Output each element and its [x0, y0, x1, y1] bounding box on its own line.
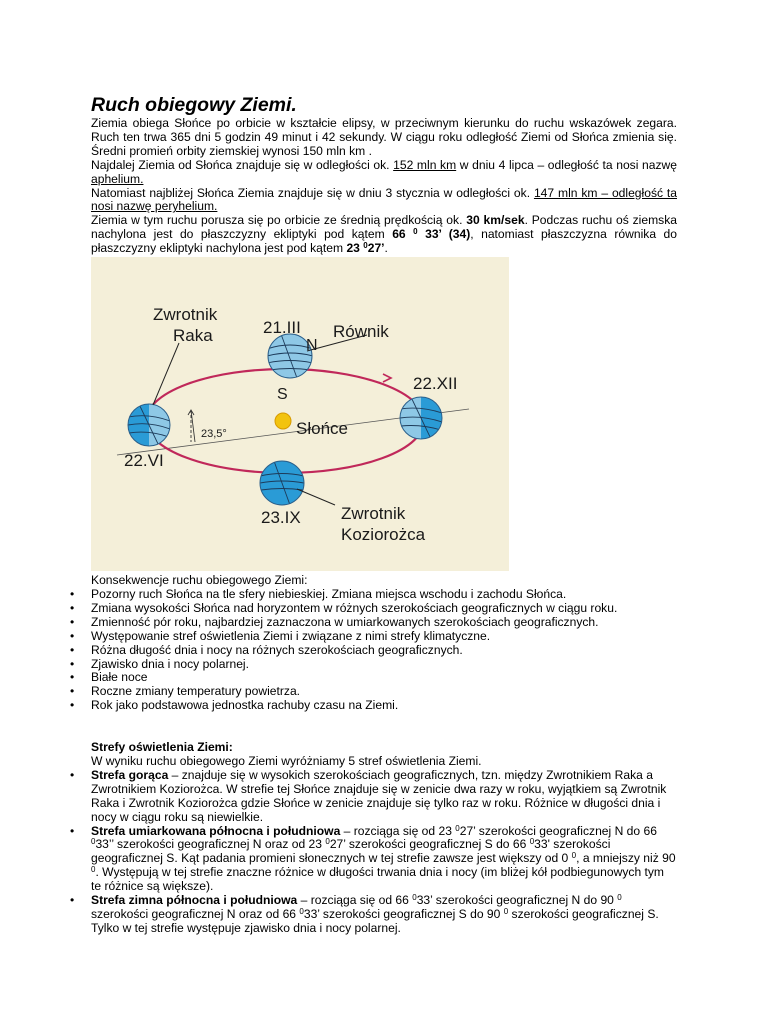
pointer-koziorozca: [297, 489, 335, 505]
sun-icon: [275, 413, 291, 429]
zone-cold: • Strefa zimna północna i południowa – rozciąga się od 66 $^0$33’ szerokości geograficznej N do 90 $^0$ szerokości geograficznej N oraz od 66 $^0$33’ szerokości geograficznej S do 90 $^0$ szerokości geograficznej S. Tylko w tej strefie występuje zjawisko dnia i nocy polarnej.: [91, 894, 677, 936]
zones-list: [91, 769, 677, 936]
list-item: • Roczne zmiany temperatury powietrza.: [91, 685, 677, 699]
label-zwrotnik-raka-2: Raka: [173, 326, 213, 346]
label-rownik: Równik: [333, 322, 389, 342]
angle-marker: [188, 410, 195, 442]
orbit-arrow-icon: [383, 374, 391, 382]
aphelium-distance: 152 mln km: [393, 157, 457, 172]
consequences-list: [91, 588, 677, 713]
equator-angle: 23 $^0$27’: [346, 241, 385, 256]
label-south: S: [277, 386, 288, 404]
perihelium-distance: 147 mln km – odległość ta nosi nazwę peryhelium.: [91, 185, 677, 214]
zone-temperate-name: Strefa umiarkowana północna i południowa: [91, 823, 341, 838]
label-north: N: [306, 337, 318, 355]
intro-paragraph-4: Ziemia w tym ruchu porusza się po orbicie ze średnią prędkością ok. 30 km/sek. Podczas ruchu oś ziemska nachylona jest do płaszczyzny ekliptyki pod kątem 66 $^0$ 33’ (34), natomiast płaszczyzna równika do płaszczyzny ekliptyki nachylona jest pod kątem 23 $^0$27’.: [91, 213, 677, 256]
zone-cold-name: Strefa zimna północna i południowa: [91, 893, 298, 908]
list-item: • Białe noce: [91, 671, 677, 685]
label-sun: Słońce: [296, 419, 348, 439]
list-item: • Zmiana wysokości Słońca nad horyzontem w różnych szerokościach geograficznych w ciągu roku.: [91, 602, 677, 616]
intro-paragraph-2: Najdalej Ziemia od Słońca znajduje się w odległości ok. 152 mln km w dniu 4 lipca – odległość ta nosi nazwę aphelium.: [91, 157, 677, 186]
pointer-raka: [153, 343, 179, 405]
list-item: • Zjawisko dnia i nocy polarnej.: [91, 658, 677, 672]
label-angle: 23,5°: [201, 428, 227, 441]
orbital-speed: 30 km/sek: [466, 213, 525, 228]
label-spring: 21.III: [263, 318, 301, 338]
orbit-diagram: [91, 257, 509, 571]
consequences-heading: Konsekwencje ruchu obiegowego Ziemi:: [91, 573, 308, 588]
list-item: • Pozorny ruch Słońca na tle sfery niebieskiej. Zmiana miejsca wschodu i zachodu Słońca.: [91, 588, 677, 602]
label-zwrotnik-koz-1: Zwrotnik: [341, 504, 406, 524]
earth-autumn-icon: [260, 461, 304, 505]
label-summer: 22.VI: [124, 451, 164, 471]
list-item: • Występowanie stref oświetlenia Ziemi i związane z nimi strefy klimatyczne.: [91, 630, 677, 644]
label-zwrotnik-raka-1: Zwrotnik: [153, 305, 218, 325]
list-item: • Różna długość dnia i nocy na różnych szerokościach geograficznych.: [91, 644, 677, 658]
label-zwrotnik-koz-2: Koziorożca: [341, 525, 426, 545]
zone-hot: • Strefa gorąca – znajduje się w wysokich szerokościach geograficznych, tzn. między Zwrotnikiem Raka a Zwrotnikiem Koziorożca. W strefie tej Słońce znajduje się w zenicie dwa razy w roku, wyjątkiem są Zwrotnik Raka i Zwrotnik Koziorożca gdzie Słońce w zenicie znajduje się tylko raz w roku. Różnice w długości dnia i nocy w ciągu roku są niewielkie.: [91, 769, 677, 825]
document-page: [91, 94, 677, 936]
list-item: • Zmienność pór roku, najbardziej zaznaczona w umiarkowanych szerokościach geograficznych.: [91, 616, 677, 630]
list-item: • Rok jako podstawowa jednostka rachuby czasu na Ziemi.: [91, 699, 677, 713]
page-title: Ruch obiegowy Ziemi.: [91, 94, 297, 116]
zones-heading: Strefy oświetlenia Ziemi:: [91, 740, 233, 755]
label-winter: 22.XII: [413, 374, 458, 394]
zone-hot-name: Strefa gorąca: [91, 767, 169, 782]
earth-winter-icon: [400, 397, 442, 439]
zone-temperate: • Strefa umiarkowana północna i południowa – rozciąga się od 23 $^0$27’ szerokości geograficznej N do 66 $^0$33’’ szerokości geograficznej N oraz od 23 $^0$27’ szerokości geograficznej S do 66 $^0$33' szerokości geograficznej S. Kąt padania promieni słonecznych w tej strefie zawsze jest większy od 0 $^0$, a mniejszy niż 90 $^0$. Występują w tej strefie znaczne różnice w długości trwania dnia i nocy (im bliżej kół podbiegunowych tym te różnice są większe).: [91, 825, 677, 895]
earth-summer-icon: [128, 404, 170, 446]
intro-paragraph-3: Natomiast najbliżej Słońca Ziemia znajduje się w dniu 3 stycznia w odległości ok. 147 mln km – odległość ta nosi nazwę peryhelium.: [91, 185, 677, 214]
intro-paragraph-1: Ziemia obiega Słońce po orbicie w kształcie elipsy, w przeciwnym kierunku do ruchu wskazówek zegara. Ruch ten trwa 365 dni 5 godzin 49 minut i 42 sekundy. W ciągu roku odległość Ziemi od Słońca zmienia się. Średni promień orbity ziemskiej wynosi 150 mln km .: [91, 116, 677, 158]
orbit-diagram-svg: [91, 257, 509, 571]
zones-intro: W wyniku ruchu obiegowego Ziemi wyróżniamy 5 stref oświetlenia Ziemi.: [91, 754, 482, 769]
axis-angle: 66 $^0$ 33’ (34): [392, 227, 471, 242]
label-autumn: 23.IX: [261, 508, 301, 528]
aphelium-term: aphelium.: [91, 171, 144, 186]
